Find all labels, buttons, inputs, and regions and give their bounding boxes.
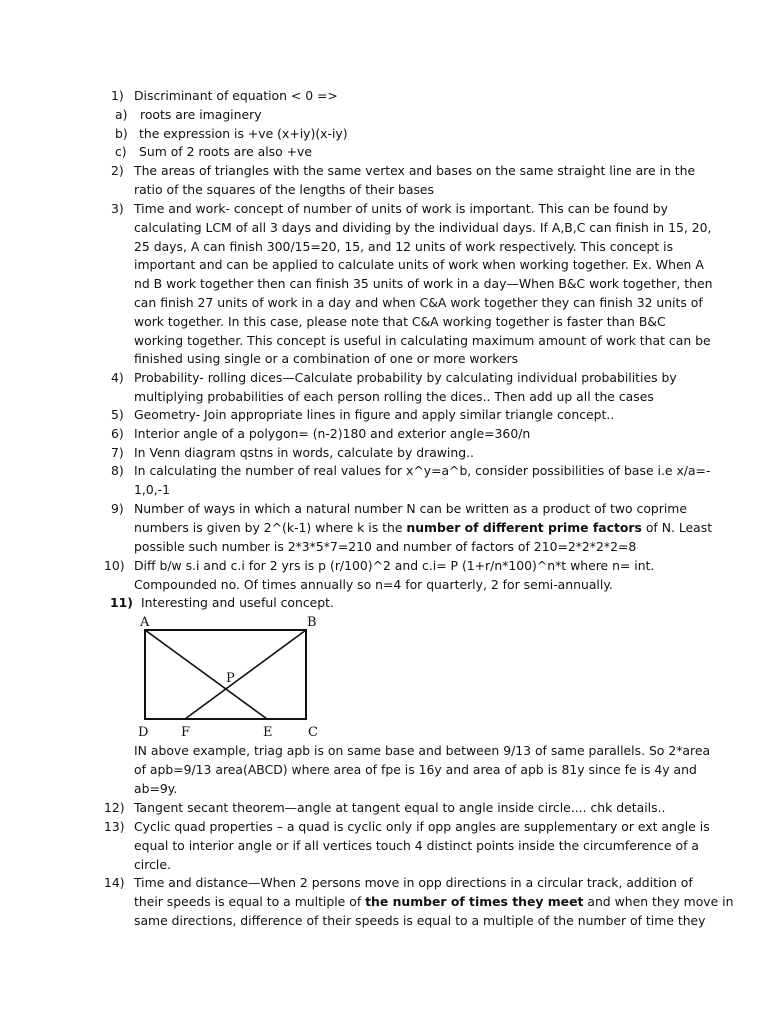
text-segment: Probability- rolling dices—Calculate probability by calculating individual probabilities by <box>134 370 677 385</box>
item-text-line <box>134 893 733 911</box>
text-segment: IN above example, triag apb is on same base and between 9/13 of same parallels. So 2*area <box>134 743 711 758</box>
text-segment: work together. In this case, please note that C&A working together is faster than B&C <box>134 313 666 329</box>
text-segment: multiplying probabilities of each person rolling the dices.. Then add up all the cases <box>134 388 654 404</box>
item-number: 1) <box>111 88 124 103</box>
item-text-line <box>134 313 666 331</box>
item-text-line <box>134 350 518 368</box>
text-segment: working together. This concept is useful in calculating maximum amount of work that can be <box>134 332 711 348</box>
item-text-line <box>134 818 710 836</box>
text-segment: 1,0,-1 <box>134 481 170 497</box>
item-number: 5) <box>111 407 124 422</box>
text-segment: important and can be applied to calculate units of work when working together. Ex. When A <box>134 257 704 273</box>
item-number: 8) <box>111 463 124 478</box>
item-number: 14) <box>104 875 125 890</box>
text-segment: In calculating the number of real values for x^y=a^b, consider possibilities of base i.e x/a=- <box>134 463 711 478</box>
item-text-line <box>134 799 665 817</box>
item-text-line <box>134 742 710 760</box>
text-segment: can finish 27 units of work in a day and when C&A work together they can finish 32 units of <box>134 295 703 310</box>
text-segment: ab=9y. <box>134 780 178 796</box>
item-text-line <box>141 594 334 612</box>
text-segment: calculating LCM of all 3 days and dividing by the individual days. If A,B,C can finish in 15, 20, <box>134 219 712 235</box>
label-d: D <box>138 725 149 740</box>
item-text-line <box>134 481 170 499</box>
item-text-line <box>139 125 348 143</box>
item-text-line <box>134 369 677 387</box>
item-number: 13) <box>104 819 125 834</box>
text-segment: Cyclic quad properties – a quad is cyclic only if opp angles are supplementary or ext angle is <box>134 819 710 834</box>
rectangle-diagram <box>133 612 325 742</box>
item-text-line <box>134 275 712 293</box>
item-text-line <box>134 200 668 218</box>
label-a: A <box>140 615 150 630</box>
item-text-line <box>134 238 673 256</box>
item-text-line <box>134 425 530 443</box>
label-c: C <box>308 725 318 740</box>
item-text-line <box>134 519 712 537</box>
item-text-line <box>134 332 711 350</box>
item-text-line <box>134 837 699 855</box>
item-number: 4) <box>111 370 124 385</box>
text-segment: the expression is +ve (x+iy)(x-iy) <box>139 126 348 141</box>
item-text-line <box>134 874 693 892</box>
item-number: c) <box>115 144 127 159</box>
text-segment: Geometry- Join appropriate lines in figure and apply similar triangle concept.. <box>134 407 615 422</box>
item-text-line <box>134 181 434 199</box>
item-number: 7) <box>111 445 124 460</box>
text-segment: roots are imaginery <box>140 107 262 122</box>
text-segment: ratio of the squares of the lengths of their bases <box>134 181 434 197</box>
item-text-line <box>134 912 706 930</box>
label-e: E <box>263 725 273 740</box>
bold-text: number of different prime factors <box>406 519 642 535</box>
item-text-line <box>134 256 704 274</box>
text-segment: Sum of 2 roots are also +ve <box>139 144 312 159</box>
item-number: 6) <box>111 426 124 441</box>
text-segment: of N. Least <box>641 519 713 535</box>
text-segment: Time and distance—When 2 persons move in opp directions in a circular track, addition of <box>134 875 693 890</box>
item-text-line <box>134 557 654 575</box>
item-number: 9) <box>111 501 124 516</box>
text-segment: Compounded no. Of times annually so n=4 for quarterly, 2 for semi-annually. <box>134 576 613 592</box>
text-segment: 25 days, A can finish 300/15=20, 15, and 12 units of work respectively. This concept is <box>134 238 674 254</box>
line-bf <box>185 630 306 719</box>
item-number: 10) <box>104 558 125 573</box>
text-segment: equal to interior angle or if all vertices touch 4 distinct points inside the circumference of a <box>134 837 699 853</box>
item-text-line <box>134 388 654 406</box>
bold-text: the number of times they meet <box>365 893 584 909</box>
item-text-line <box>134 462 710 480</box>
item-number: 12) <box>104 800 125 815</box>
item-text-line <box>134 294 703 312</box>
text-segment: Discriminant of equation < 0 => <box>134 88 338 103</box>
item-text-line <box>134 87 338 105</box>
item-text-line <box>134 444 474 462</box>
label-b: B <box>307 615 317 630</box>
text-segment: Time and work- concept of number of units of work is important. This can be found by <box>134 201 668 216</box>
item-text-line <box>134 219 711 237</box>
item-number: 11) <box>110 595 133 610</box>
text-segment: circle. <box>134 856 171 872</box>
text-segment: Number of ways in which a natural number N can be written as a product of two coprime <box>134 501 687 516</box>
label-f: F <box>181 725 191 740</box>
item-number: 3) <box>111 201 124 216</box>
text-segment: Tangent secant theorem—angle at tangent equal to angle inside circle.... chk details.. <box>134 800 666 815</box>
text-segment: of apb=9/13 area(ABCD) where area of fpe is 16y and area of apb is 81y since fe is 4y and <box>134 761 697 777</box>
item-text-line <box>134 162 695 180</box>
item-number: 2) <box>111 163 124 178</box>
text-segment: numbers is given by 2^(k-1) where k is the <box>134 519 407 535</box>
item-text-line <box>134 780 177 798</box>
line-ae <box>145 630 267 719</box>
item-text-line <box>134 406 614 424</box>
item-number: b) <box>115 126 128 141</box>
text-segment: Interesting and useful concept. <box>141 595 334 610</box>
text-segment: possible such number is 2*3*5*7=210 and number of factors of 210=2*2*2*2=8 <box>134 538 637 554</box>
text-segment: The areas of triangles with the same vertex and bases on the same straight line are in the <box>134 163 696 178</box>
text-segment: nd B work together then can finish 35 units of work in a day—When B&C work together, then <box>134 276 713 292</box>
text-segment: same directions, difference of their speeds is equal to a multiple of the number of time they <box>134 912 706 928</box>
item-text-line <box>140 106 262 124</box>
text-segment: Interior angle of a polygon= (n-2)180 and exterior angle=360/n <box>134 426 531 441</box>
text-segment: and when they move in <box>583 893 734 909</box>
item-text-line <box>134 576 613 594</box>
text-segment: Diff b/w s.i and c.i for 2 yrs is p (r/100)^2 and c.i= P (1+r/n*100)^n*t where n= int. <box>134 558 655 573</box>
item-text-line <box>134 500 687 518</box>
item-text-line <box>139 143 312 161</box>
label-p: P <box>226 671 235 686</box>
item-text-line <box>134 856 171 874</box>
item-text-line <box>134 538 636 556</box>
item-text-line <box>134 761 697 779</box>
item-number: a) <box>115 107 128 122</box>
text-segment: finished using single or a combination of one or more workers <box>134 351 519 367</box>
text-segment: their speeds is equal to a multiple of <box>134 893 366 909</box>
text-segment: In Venn diagram qstns in words, calculate by drawing.. <box>134 445 474 460</box>
